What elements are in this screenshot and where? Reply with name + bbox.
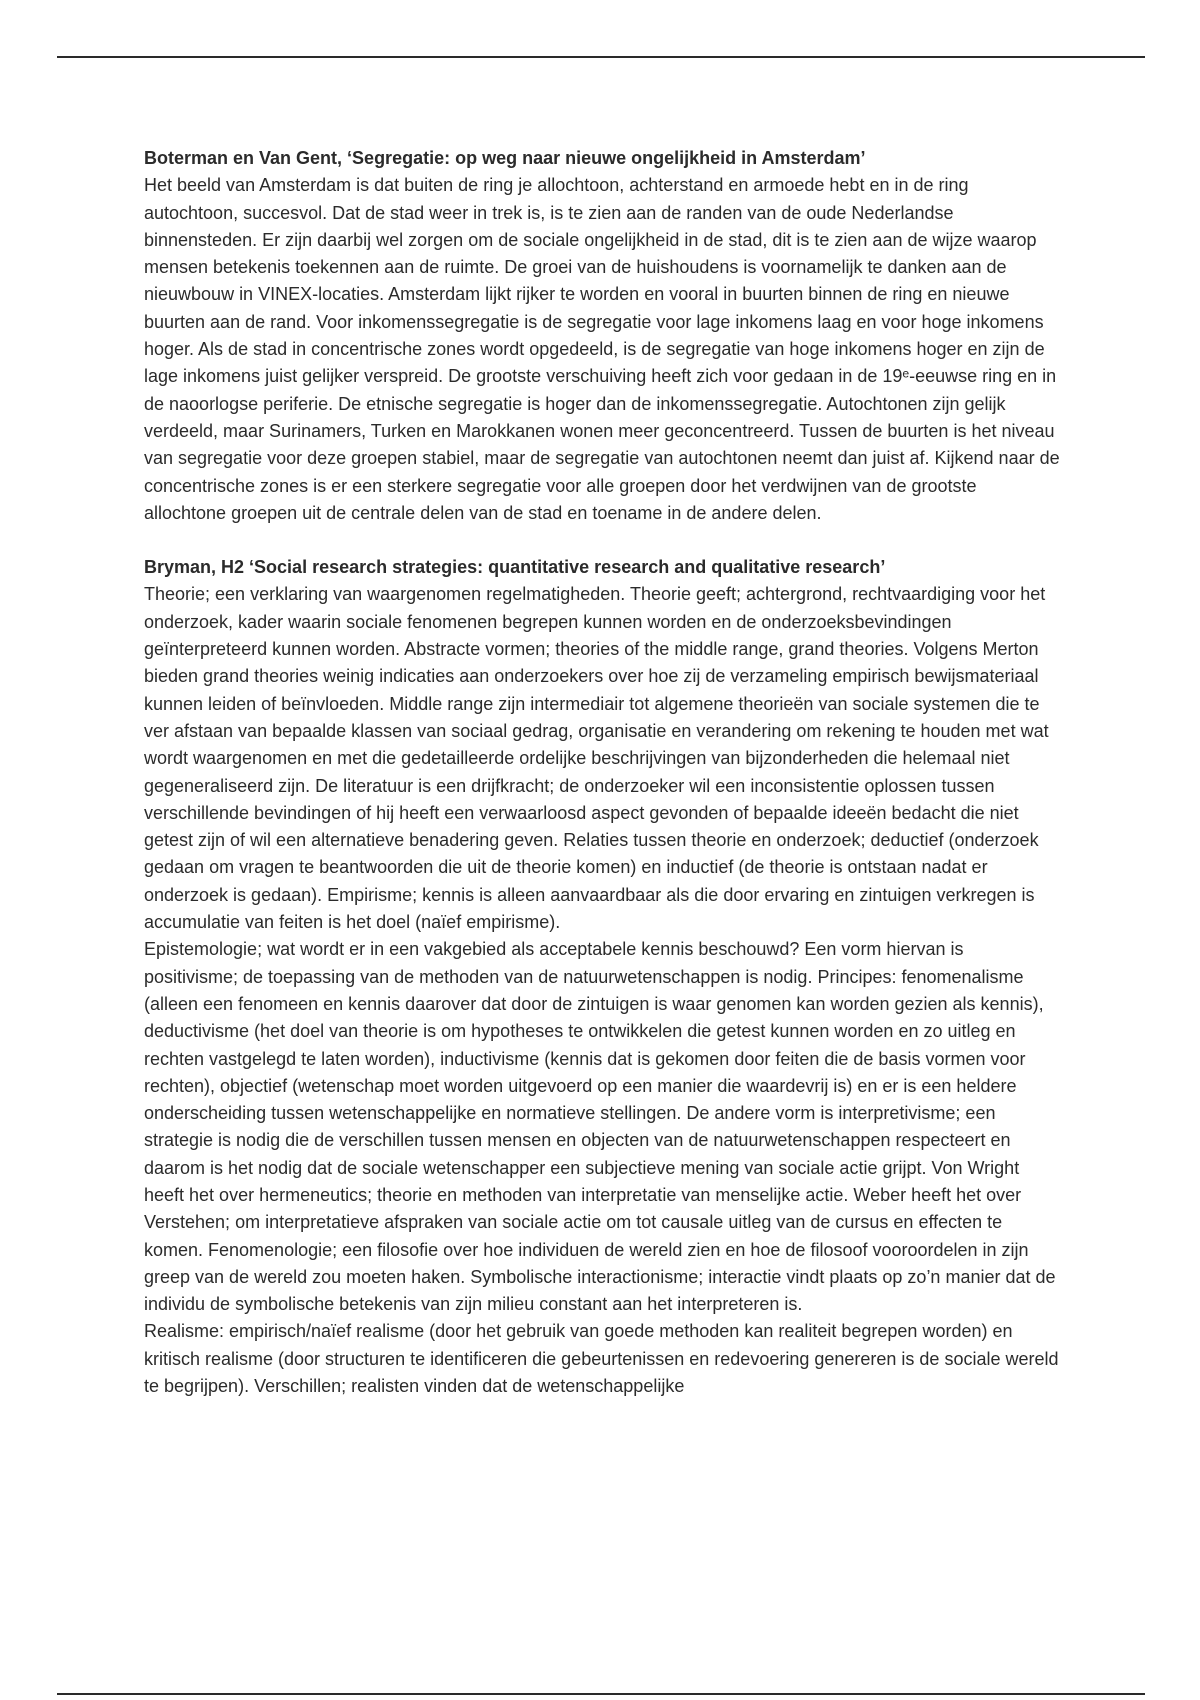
section-bryman <box>144 554 1062 1400</box>
document-body <box>144 145 1062 1427</box>
section-heading: Boterman en Van Gent, ‘Segregatie: op weg naar nieuwe ongelijkheid in Amsterdam’ <box>144 148 866 168</box>
body-paragraph: Realisme: empirisch/naïef realisme (door het gebruik van goede methoden kan realiteit begrepen worden) en kritisch realisme (door structuren te identificeren die gebeurtenissen en redevoering genereren is de sociale wereld te begrijpen). Verschillen; realisten vinden dat de wetenschappelijke <box>144 1321 1059 1397</box>
body-paragraph: Het beeld van Amsterdam is dat buiten de ring je allochtoon, achterstand en armoede hebt en in de ring autochtoon, succesvol. Dat de stad weer in trek is, is te zien aan de randen van de oude Nederlandse binnensteden. Er zijn daarbij wel zorgen om de sociale ongelijkheid in de stad, dit is te zien aan de wijze waarop mensen betekenis toekennen aan de ruimte. De groei van de huishoudens is voornamelijk te danken aan de nieuwbouw in VINEX-locaties. Amsterdam lijkt rijker te worden en vooral in buurten binnen de ring en nieuwe buurten aan de rand. Voor inkomenssegregatie is de segregatie voor lage inkomens laag en voor hoge inkomens hoger. Als de stad in concentrische zones wordt opgedeeld, is de segregatie van hoge inkomens hoger en zijn de lage inkomens juist gelijker verspreid. De grootste verschuiving heeft zich voor gedaan in de 19ᵉ-eeuwse ring en in de naoorlogse periferie. De etnische segregatie is hoger dan de inkomenssegregatie. Autochtonen zijn gelijk verdeeld, maar Surinamers, Turken en Marokkanen wonen meer geconcentreerd. Tussen de buurten is het niveau van segregatie voor deze groepen stabiel, maar de segregatie van autochtonen neemt dan juist af. Kijkend naar de concentrische zones is er een sterkere segregatie voor alle groepen door het verdwijnen van de grootste allochtone groepen uit de centrale delen van de stad en toename in de andere delen. <box>144 175 1060 523</box>
section-boterman <box>144 145 1062 527</box>
footer-rule <box>57 1693 1145 1695</box>
body-paragraph: Theorie; een verklaring van waargenomen regelmatigheden. Theorie geeft; achtergrond, rechtvaardiging voor het onderzoek, kader waarin sociale fenomenen begrepen kunnen worden en de onderzoeksbevindingen geïnterpreteerd kunnen worden. Abstracte vormen; theories of the middle range, grand theories. Volgens Merton bieden grand theories weinig indicaties aan onderzoekers over hoe zij de verzameling empirisch bewijsmateriaal kunnen leiden of beïnvloeden. Middle range zijn intermediair tot algemene theorieën van sociale systemen die te ver afstaan van bepaalde klassen van sociaal gedrag, organisatie en verandering om rekening te houden met wat wordt waargenomen en met die gedetailleerde ordelijke beschrijvingen van bijzonderheden die helemaal niet gegeneraliseerd zijn. De literatuur is een drijfkracht; de onderzoeker wil een inconsistentie oplossen tussen verschillende bevindingen of hij heeft een verwaarloosd aspect gevonden of bepaalde ideeën bedacht die niet getest zijn of wil een alternatieve benadering geven. Relaties tussen theorie en onderzoek; deductief (onderzoek gedaan om vragen te beantwoorden die uit de theorie komen) en inductief (de theorie is ontstaan nadat er onderzoek is gedaan). Empirisme; kennis is alleen aanvaardbaar als die door ervaring en zintuigen verkregen is accumulatie van feiten is het doel (naïef empirisme). <box>144 584 1049 933</box>
section-heading: Bryman, H2 ‘Social research strategies: quantitative research and qualitative research’ <box>144 557 886 578</box>
header-rule <box>57 56 1145 58</box>
body-paragraph: Epistemologie; wat wordt er in een vakgebied als acceptabele kennis beschouwd? Een vorm hiervan is positivisme; de toepassing van de methoden van de natuurwetenschappen is nodig. Principes: fenomenalisme (alleen een fenomeen en kennis daarover dat door de zintuigen is waar genomen kan worden gezien als kennis), deductivisme (het doel van theorie is om hypotheses te ontwikkelen die getest kunnen worden en zo uitleg en rechten vastgelegd te laten worden), inductivisme (kennis dat is gekomen door feiten die de basis vormen voor rechten), objectief (wetenschap moet worden uitgevoerd op een manier die waardevrij is) en er is een heldere onderscheiding tussen wetenschappelijke en normatieve stellingen. De andere vorm is interpretivisme; een strategie is nodig die de verschillen tussen mensen en objecten van de natuurwetenschappen respecteert en daarom is het nodig dat de sociale wetenschapper een subjectieve mening van sociale actie grijpt. Von Wright heeft het over hermeneutics; theorie en methoden van interpretatie van menselijke actie. Weber heeft het over Verstehen; om interpretatieve afspraken van sociale actie om tot causale uitleg van de cursus en effecten te komen. Fenomenologie; een filosofie over hoe individuen de wereld zien en hoe de filosoof vooroordelen in zijn greep van de wereld zou moeten haken. Symbolische interactionisme; interactie vindt plaats op zo’n manier dat de individu de symbolische betekenis van zijn milieu constant aan het interpreteren is. <box>144 939 1056 1315</box>
